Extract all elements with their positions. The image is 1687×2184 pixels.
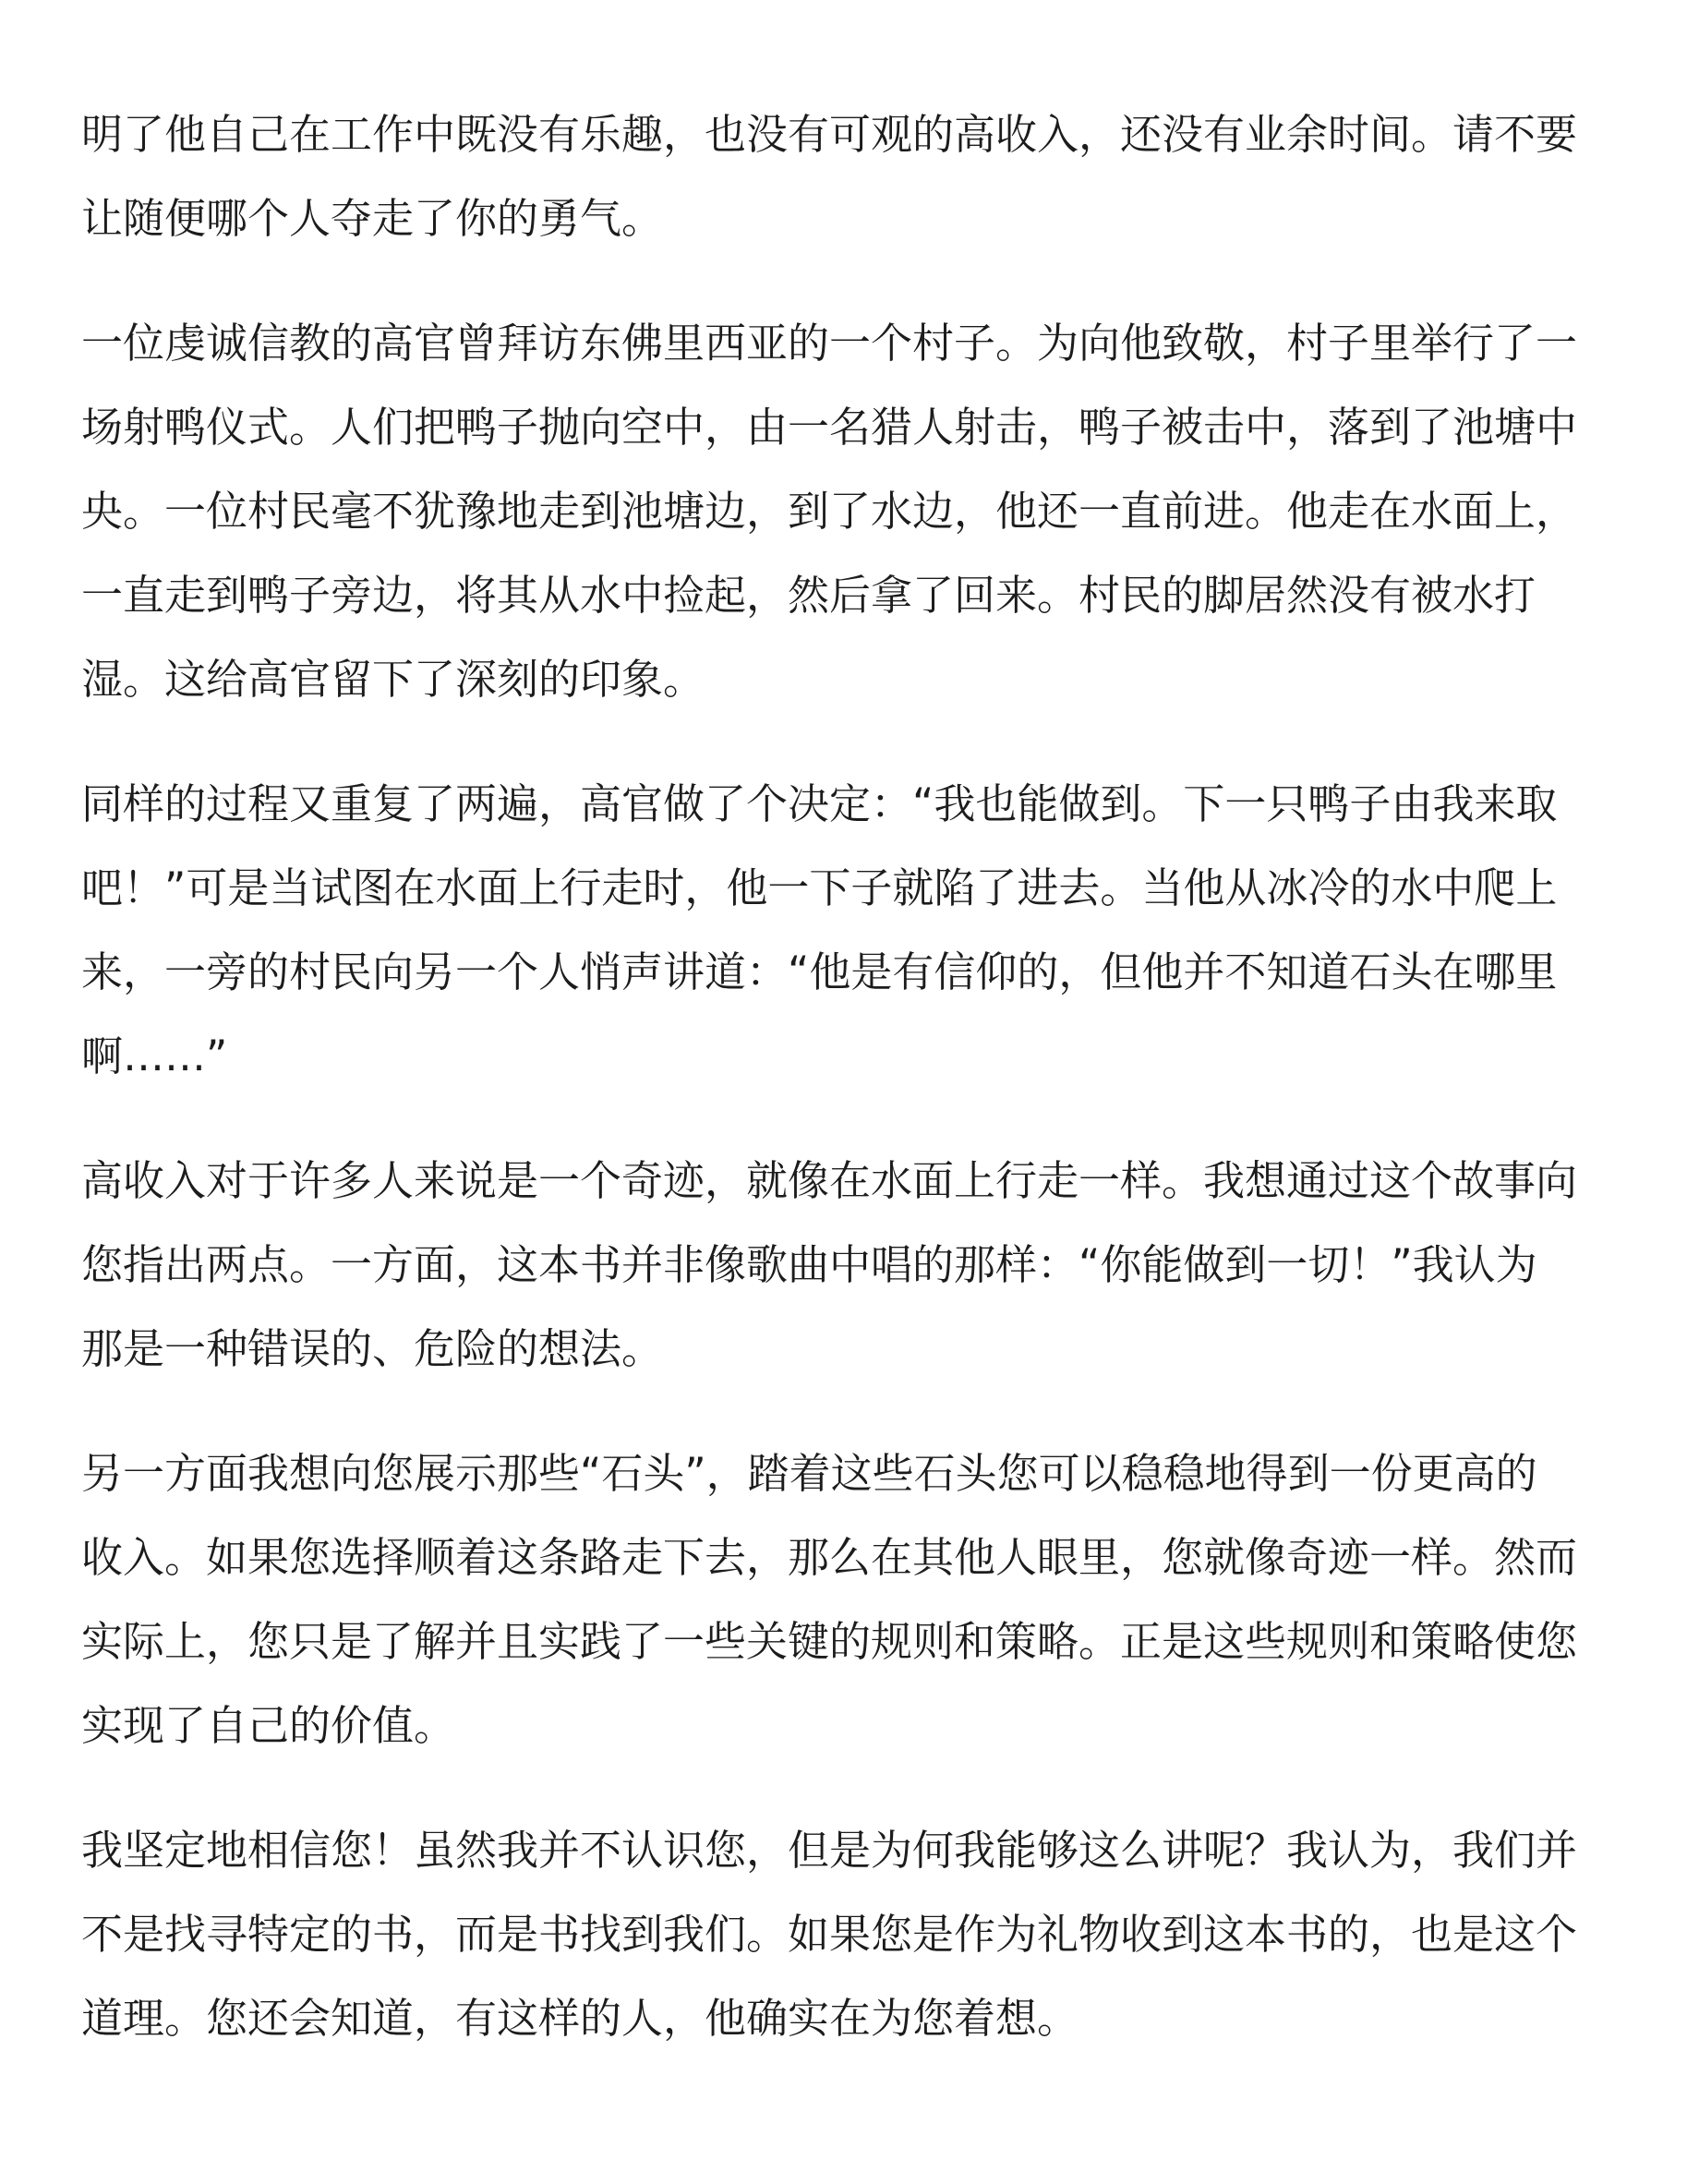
text-line: 吧！”可是当试图在水面上行走时，他一下子就陷了进去。当他从冰冷的水中爬上 [81, 863, 1558, 912]
text-line: 一位虔诚信教的高官曾拜访东佛里西亚的一个村子。为向他致敬，村子里举行了一 [81, 319, 1578, 368]
text-line: 场射鸭仪式。人们把鸭子抛向空中，由一名猎人射击，鸭子被击中，落到了池塘中 [81, 403, 1578, 452]
text-line: 道理。您还会知道，有这样的人，他确实在为您着想。 [81, 1994, 1079, 2043]
paragraph-4 [81, 1139, 1596, 1391]
text-line: 不是找寻特定的书，而是书找到我们。如果您是作为礼物收到这本书的，也是这个 [81, 1910, 1578, 1959]
paragraph-1 [81, 92, 1596, 260]
text-line: 您指出两点。一方面，这本书并非像歌曲中唱的那样：“你能做到一切！”我认为 [81, 1240, 1537, 1289]
text-line: 我坚定地相信您！虽然我并不认识您，但是为何我能够这么讲呢？我认为，我们并 [81, 1826, 1578, 1875]
text-line: 啊……” [81, 1032, 228, 1080]
text-line: 高收入对于许多人来说是一个奇迹，就像在水面上行走一样。我想通过这个故事向 [81, 1156, 1578, 1205]
text-line: 湿。这给高官留下了深刻的印象。 [81, 655, 705, 704]
text-line: 那是一种错误的、危险的想法。 [81, 1324, 664, 1373]
text-line: 同样的过程又重复了两遍，高官做了个决定：“我也能做到。下一只鸭子由我来取 [81, 779, 1558, 828]
paragraph-3 [81, 762, 1596, 1098]
text-line: 明了他自己在工作中既没有乐趣，也没有可观的高收入，还没有业余时间。请不要 [81, 110, 1578, 159]
text-line: 实际上，您只是了解并且实践了一些关键的规则和策略。正是这些规则和策略使您 [81, 1617, 1578, 1666]
text-line: 让随便哪个人夺走了你的勇气。 [81, 194, 664, 243]
text-line: 来，一旁的村民向另一个人悄声讲道：“他是有信仰的，但他并不知道石头在哪里 [81, 947, 1558, 996]
text-line: 另一方面我想向您展示那些“石头”，踏着这些石头您可以稳稳地得到一份更高的 [81, 1449, 1537, 1498]
paragraph-2 [81, 301, 1596, 721]
text-line: 央。一位村民毫不犹豫地走到池塘边，到了水边，他还一直前进。他走在水面上， [81, 487, 1578, 536]
paragraph-6 [81, 1808, 1596, 2060]
paragraph-5 [81, 1431, 1596, 1768]
text-line: 实现了自己的价值。 [81, 1701, 456, 1750]
document-page [81, 92, 1596, 2101]
text-line: 收入。如果您选择顺着这条路走下去，那么在其他人眼里，您就像奇迹一样。然而 [81, 1533, 1578, 1582]
text-line: 一直走到鸭子旁边，将其从水中捡起，然后拿了回来。村民的脚居然没有被水打 [81, 571, 1536, 620]
